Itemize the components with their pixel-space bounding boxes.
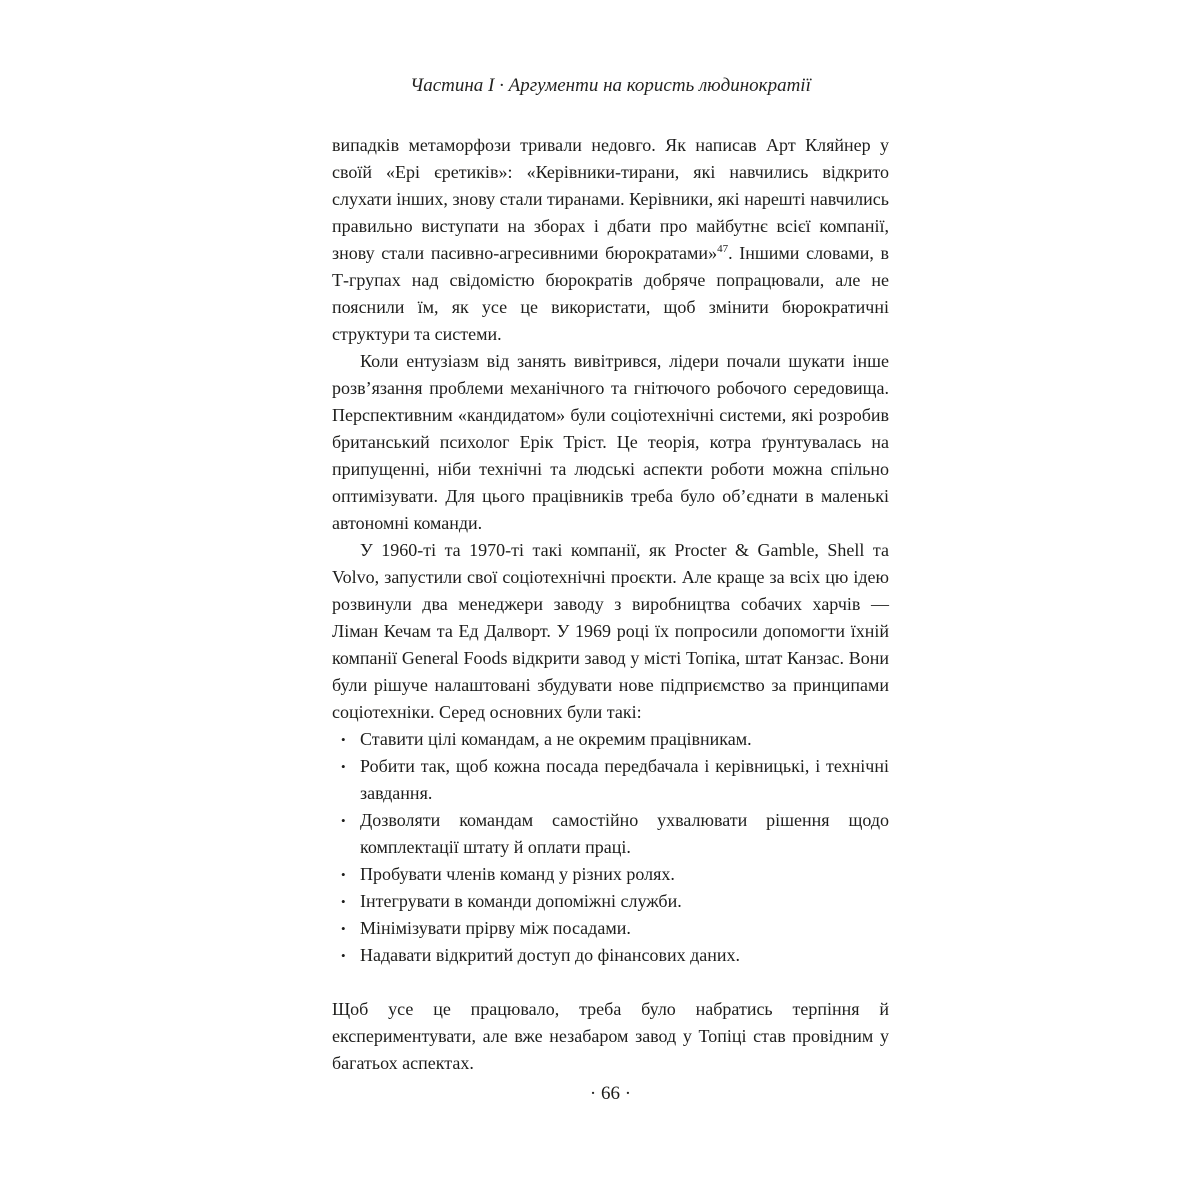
list-item (332, 726, 889, 753)
bullet-list (332, 726, 889, 969)
bullet-text: Інтегрувати в команди допоміжні служби. (360, 891, 682, 911)
bullet-icon: • (341, 894, 346, 909)
paragraph: Коли ентузіазм від занять вивітрився, лідери почали шукати інше розв’язання проблеми механічного та гнітючого робочого середовища. Перспективним «кандидатом» були соціотехнічні системи, які розробив британський психолог Ерік Тріст. Це теорія, котра ґрунтувалась на припущенні, ніби технічні та людські аспекти роботи можна спільно оптимізувати. Для цього працівників треба було об’єднати в маленькі автономні команди. (332, 351, 889, 533)
list-item (332, 807, 889, 861)
bullet-icon: • (341, 948, 346, 963)
bullet-icon: • (341, 732, 346, 747)
paragraph: У 1960-ті та 1970-ті такі компанії, як Procter & Gamble, Shell та Volvo, запустили свої соціотехнічні проєкти. Але краще за всіх цю ідею розвинули два менеджери заводу з виробництва собачих харчів — Ліман Кечам та Ед Далворт. У 1969 році їх попросили допомогти їхній компанії General Foods відкрити завод у місті Топіка, штат Канзас. Вони були рішуче налаштовані збудувати нове підприємство за принципами соціотехніки. Серед основних були такі: (332, 540, 889, 722)
list-item (332, 753, 889, 807)
list-item (332, 915, 889, 942)
bullet-text: Пробувати членів команд у різних ролях. (360, 864, 675, 884)
bullet-text: Надавати відкритий доступ до фінансових даних. (360, 945, 741, 965)
bullet-text: Ставити цілі командам, а не окремим працівникам. (360, 729, 752, 749)
bullet-icon: • (341, 921, 346, 936)
bullet-text: Мінімізувати прірву між посадами. (360, 918, 631, 938)
bullet-icon: • (341, 759, 346, 774)
bullet-text: Робити так, щоб кожна посада передбачала і керівницькі, і технічні завдання. (360, 756, 889, 803)
paragraph-text: випадків метаморфози тривали недовго. Як написав Арт Кляйнер у своїй «Ері єретиків»: «Керівники-тирани, які навчились відкрито слухати інших, знову стали тиранами. Керівники, які нарешті навчились правильно виступати на зборах і дбати про майбутнє всієї компанії, знову стали пасивно-агресивними бюрократами» (332, 135, 889, 263)
list-item (332, 942, 889, 969)
bullet-text: Дозволяти командам самостійно ухвалювати рішення щодо комплектації штату й оплати праці. (360, 810, 889, 857)
running-header: Частина I · Аргументи на користь людинократії (410, 75, 811, 96)
paragraph-continuation (332, 132, 889, 348)
footnote-ref: 47 (717, 243, 729, 255)
paragraph-text: . Іншими словами, в Т-групах над свідомістю бюрократів добряче попрацювали, але не пояснили їм, як усе це використати, щоб змінити бюрократичні структури та системи. (332, 243, 890, 344)
list-item (332, 861, 889, 888)
text-column (332, 132, 889, 1077)
bullet-icon: • (341, 813, 346, 828)
page-number: · 66 · (589, 1083, 632, 1104)
bullet-icon: • (341, 867, 346, 882)
paragraph: Щоб усе це працювало, треба було набратись терпіння й експериментувати, але вже незабаром завод у Топіці став провідним у багатьох аспектах. (332, 999, 889, 1073)
list-item (332, 888, 889, 915)
